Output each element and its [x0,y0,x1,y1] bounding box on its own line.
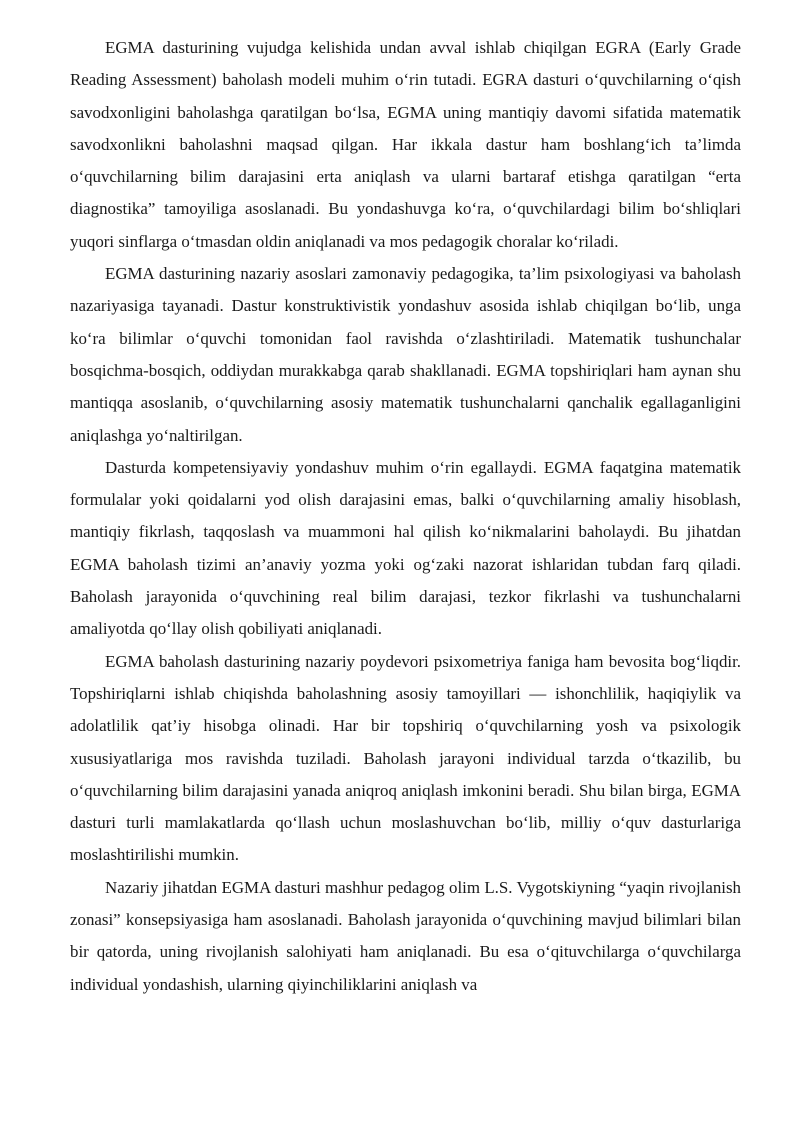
paragraph-competency-approach: Dasturda kompetensiyaviy yondashuv muhim o‘rin egallaydi. EGMA faqatgina matematik formulalar yoki qoidalarni yod olish darajasini emas, balki o‘quvchilarning amaliy hisoblash, mantiqiy fikrlash, taqqoslash va muammoni hal qilish ko‘nikmalarini baholaydi. Bu jihatdan EGMA baholash tizimi an’anaviy yozma yoki og‘zaki nazorat ishlaridan tubdan farq qiladi. Baholash jarayonida o‘quvchining real bilim darajasi, tezkor fikrlashi va tushunchalarni amaliyotda qo‘llay olish qobiliyati aniqlanadi. [70,457,741,639]
paragraph-psychometrics: EGMA baholash dasturining nazariy poydevori psixometriya faniga ham bevosita bog‘liqdir. Topshiriqlarni ishlab chiqishda baholashning asosiy tamoyillari — ishonchlilik, haqiqiylik va adolatlilik qat’iy hisobga olinadi. Har bir topshiriq o‘quvchilarning yosh va psixologik xususiyatlariga mos ravishda tuziladi. Baholash jarayoni individual tarzda o‘tkazilib, bu o‘quvchilarning bilim darajasini yanada aniqroq aniqlash imkonini beradi. Shu bilan birga, EGMA dasturi turli mamlakatlarda qo‘llash uchun moslashuvchan bo‘lib, milliy o‘quv dasturlariga moslashtirilishi mumkin. [70,651,741,865]
paragraph-vygotsky-zone: Nazariy jihatdan EGMA dasturi mashhur pedagog olim L.S. Vygotskiyning “yaqin rivojlanish zonasi” konsepsiyasiga ham asoslanadi. Baholash jarayonida o‘quvchining mavjud bilimlari bilan bir qatorda, uning rivojlanish salohiyati ham aniqlanadi. Bu esa o‘qituvchilarga o‘quvchilarga individual yondashish, ularning qiyinchiliklarini aniqlash va [70,877,741,994]
paragraph-egra-origin: EGMA dasturining vujudga kelishida undan avval ishlab chiqilgan EGRA (Early Grade Reading Assessment) baholash modeli muhim o‘rin tutadi. EGRA dasturi o‘quvchilarning o‘qish savodxonligini baholashga qaratilgan bo‘lsa, EGMA uning mantiqiy davomi sifatida matematik savodxonlikni baholashni maqsad qilgan. Har ikkala dastur ham boshlang‘ich ta’limda o‘quvchilarning bilim darajasini erta aniqlash va ularni bartaraf etishga qaratilgan “erta diagnostika” tamoyiliga asoslanadi. Bu yondashuvga ko‘ra, o‘quvchilardagi bilim bo‘shliqlari yuqori sinflarga o‘tmasdan oldin aniqlanadi va mos pedagogik choralar ko‘riladi. [70,38,741,251]
document-page [70,32,741,1001]
paragraph-theoretical-foundations: EGMA dasturining nazariy asoslari zamonaviy pedagogika, ta’lim psixologiyasi va baholash nazariyasiga tayanadi. Dastur konstruktivistik yondashuv asosida ishlab chiqilgan bo‘lib, unga ko‘ra bilimlar o‘quvchi tomonidan faol ravishda o‘zlashtiriladi. Matematik tushunchalar bosqichma-bosqich, oddiydan murakkabga qarab shakllanadi. EGMA topshiriqlari ham aynan shu mantiqqa asoslanib, o‘quvchilarning asosiy matematik tushunchalarni qanchalik egallaganligini aniqlashga yo‘naltirilgan. [70,264,741,445]
